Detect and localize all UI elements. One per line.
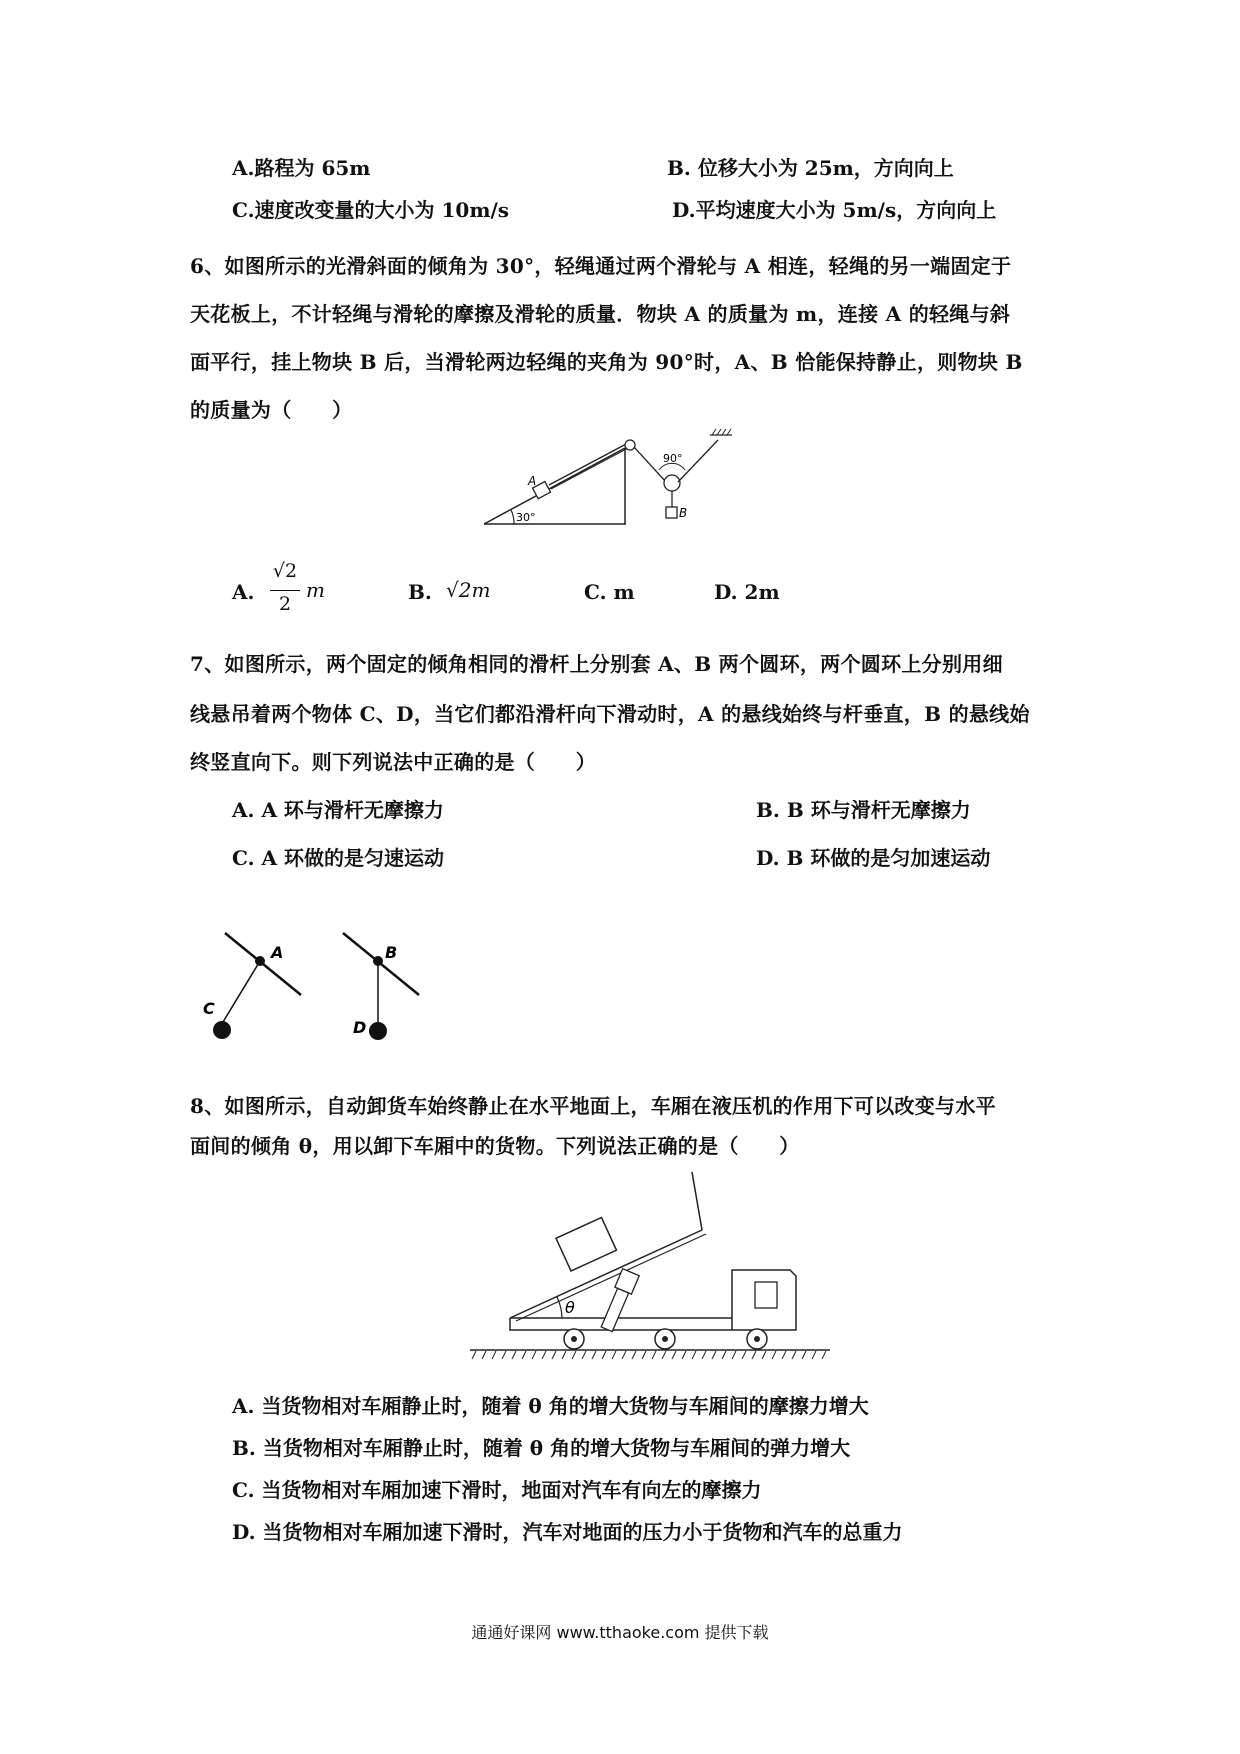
page-footer: 通通好课网 www.tthaoke.com 提供下载 <box>471 1623 769 1642</box>
q6-stem-line-3: 面平行，挂上物块 B 后，当滑轮两边轻绳的夹角为 90°时，A、B 恰能保持静止，则物块 B <box>190 350 1023 374</box>
q6-option-c: C. m <box>584 580 635 604</box>
q6-block-a-label: A <box>528 474 537 488</box>
q5-option-b: B. 位移大小为 25m，方向向上 <box>667 156 954 180</box>
q8-cab-window <box>755 1282 777 1308</box>
q6-rope-incline <box>549 443 628 485</box>
q6-stem-line-1: 6、如图所示的光滑斜面的倾角为 30°，轻绳通过两个滑轮与 A 相连，轻绳的另一端固定于 <box>190 254 1012 278</box>
q6-block-b-label: B <box>679 506 688 520</box>
q6-incline-pulley-figure <box>470 425 760 535</box>
q5-option-d: D.平均速度大小为 5m/s，方向向上 <box>672 198 997 222</box>
q8-chassis <box>510 1318 770 1330</box>
q6-movable-pulley <box>664 475 680 491</box>
q6-option-a-variable: m <box>306 578 325 602</box>
q6-angle-label: 30° <box>516 511 536 524</box>
q6-rope-left <box>634 447 666 482</box>
q8-option-d: D. 当货物相对车厢加速下滑时，汽车对地面的压力小于货物和汽车的总重力 <box>232 1520 903 1544</box>
q6-block-b <box>666 507 677 518</box>
q6-incline-surface <box>484 448 625 524</box>
q8-angle-label: θ <box>565 1298 575 1317</box>
q8-option-b: B. 当货物相对车厢静止时，随着 θ 角的增大货物与车厢间的弹力增大 <box>232 1436 851 1460</box>
q8-bed-wall <box>692 1172 702 1230</box>
q7-stem-line-2: 线悬吊着两个物体 C、D，当它们都沿滑杆向下滑动时，A 的悬线始终与杆垂直，B 的悬线始 <box>190 702 1030 726</box>
q7-ring-a-label: A <box>271 943 284 962</box>
q8-stem-line-2: 面间的倾角 θ，用以卸下车厢中的货物。下列说法正确的是（ ） <box>190 1134 800 1158</box>
q7-object-c <box>213 1021 231 1039</box>
q6-rope-right <box>678 440 718 482</box>
q5-option-a: A.路程为 65m <box>232 156 371 180</box>
q8-wheel-rear <box>564 1329 584 1349</box>
q6-option-b-value: √2m <box>446 578 491 602</box>
q8-option-c: C. 当货物相对车厢加速下滑时，地面对汽车有向左的摩擦力 <box>232 1478 762 1502</box>
q6-angle-arc <box>511 510 514 524</box>
q8-cargo-box <box>556 1217 616 1271</box>
q6-fixed-pulley <box>625 440 635 450</box>
q6-stem-line-2: 天花板上，不计轻绳与滑轮的摩擦及滑轮的质量．物块 A 的质量为 m，连接 A 的轻绳与斜 <box>190 302 1011 326</box>
q7-sliding-rings-figure <box>195 920 445 1050</box>
q6-option-a-numerator: √2 <box>272 560 298 582</box>
q7-option-c: C. A 环做的是匀速运动 <box>232 846 444 870</box>
q7-object-c-label: C <box>203 999 215 1018</box>
q8-option-a: A. 当货物相对车厢静止时，随着 θ 角的增大货物与车厢间的摩擦力增大 <box>232 1394 869 1418</box>
q6-ceiling-hatch <box>712 429 731 435</box>
q7-stem-line-1: 7、如图所示，两个固定的倾角相同的滑杆上分别套 A、B 两个圆环，两个圆环上分别用细 <box>190 652 1003 676</box>
q6-option-b-prefix: B. <box>408 580 432 604</box>
q8-hydraulic-cylinder <box>598 1269 639 1333</box>
q7-ring-b-label: B <box>385 943 398 962</box>
q6-option-d: D. 2m <box>714 580 780 604</box>
q8-ground-hatch <box>472 1351 826 1359</box>
q6-rope-angle-label: 90° <box>663 452 683 465</box>
q6-option-a-fraction-bar <box>270 590 300 591</box>
q7-object-d <box>369 1022 387 1040</box>
q5-option-c: C.速度改变量的大小为 10m/s <box>232 198 510 222</box>
q7-stem-line-3: 终竖直向下。则下列说法中正确的是（ ） <box>190 750 596 774</box>
q7-option-a: A. A 环与滑杆无摩擦力 <box>232 798 444 822</box>
q8-wheel-middle <box>655 1329 675 1349</box>
q7-object-d-label: D <box>353 1018 367 1037</box>
q7-string-a <box>223 961 260 1022</box>
q6-option-a-denominator: 2 <box>278 593 292 615</box>
q8-stem-line-1: 8、如图所示，自动卸货车始终静止在水平地面上，车厢在液压机的作用下可以改变与水平 <box>190 1094 996 1118</box>
q6-option-a-prefix: A. <box>232 580 255 604</box>
q8-wheel-front <box>747 1329 767 1349</box>
q6-stem-line-4: 的质量为（ ） <box>190 398 353 422</box>
q6-rope-incline-edge <box>551 447 630 489</box>
q7-option-b: B. B 环与滑杆无摩擦力 <box>756 798 971 822</box>
q7-option-d: D. B 环做的是匀加速运动 <box>756 846 991 870</box>
q8-dump-truck-figure <box>470 1170 850 1370</box>
